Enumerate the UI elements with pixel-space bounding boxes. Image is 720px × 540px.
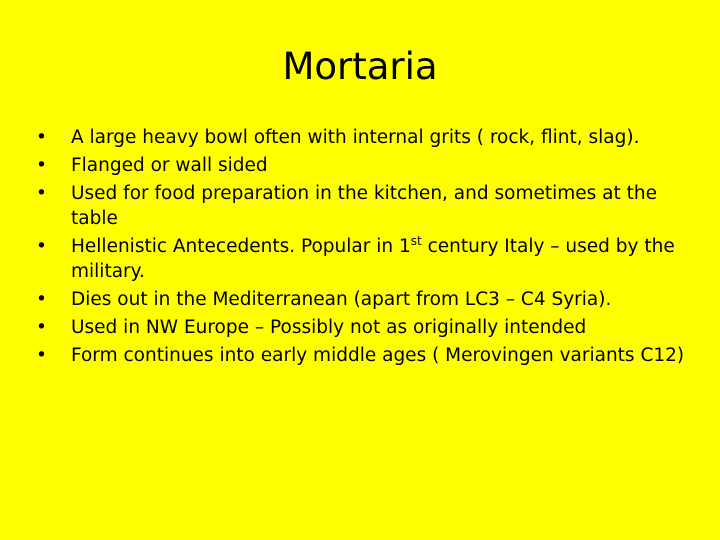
bullet-item xyxy=(36,153,686,178)
bullet-icon: • xyxy=(36,183,47,204)
bullet-text: Used in NW Europe – Possibly not as originally intended xyxy=(71,317,587,338)
bullet-icon: • xyxy=(36,155,47,176)
bullet-item xyxy=(36,125,686,150)
bullet-text xyxy=(71,233,675,282)
bullet-list xyxy=(36,125,686,371)
bullet-item xyxy=(36,181,686,231)
bullet-icon: • xyxy=(36,127,47,148)
bullet-item xyxy=(36,287,686,312)
slide-title: Mortaria xyxy=(282,45,438,88)
bullet-text: Flanged or wall sided xyxy=(71,155,268,176)
bullet-text: Form continues into early middle ages ( Merovingen variants C12) xyxy=(71,345,685,366)
bullet-text: A large heavy bowl often with internal grits ( rock, flint, slag). xyxy=(71,127,640,148)
bullet-icon: • xyxy=(36,317,47,338)
bullet-icon: • xyxy=(36,289,47,310)
bullet-icon: • xyxy=(36,236,47,257)
bullet-text: Dies out in the Mediterranean (apart from LC3 – C4 Syria). xyxy=(71,289,612,310)
bullet-item xyxy=(36,343,686,368)
bullet-icon: • xyxy=(36,345,47,366)
bullet-item xyxy=(36,234,686,284)
bullet-item xyxy=(36,315,686,340)
bullet-text-part: Hellenistic Antecedents. Popular in 1 xyxy=(71,236,411,257)
bullet-text-part: century Italy – used by the military. xyxy=(71,236,675,282)
superscript-text: st xyxy=(410,233,422,248)
bullet-text: Used for food preparation in the kitchen, and sometimes at the table xyxy=(71,183,657,229)
